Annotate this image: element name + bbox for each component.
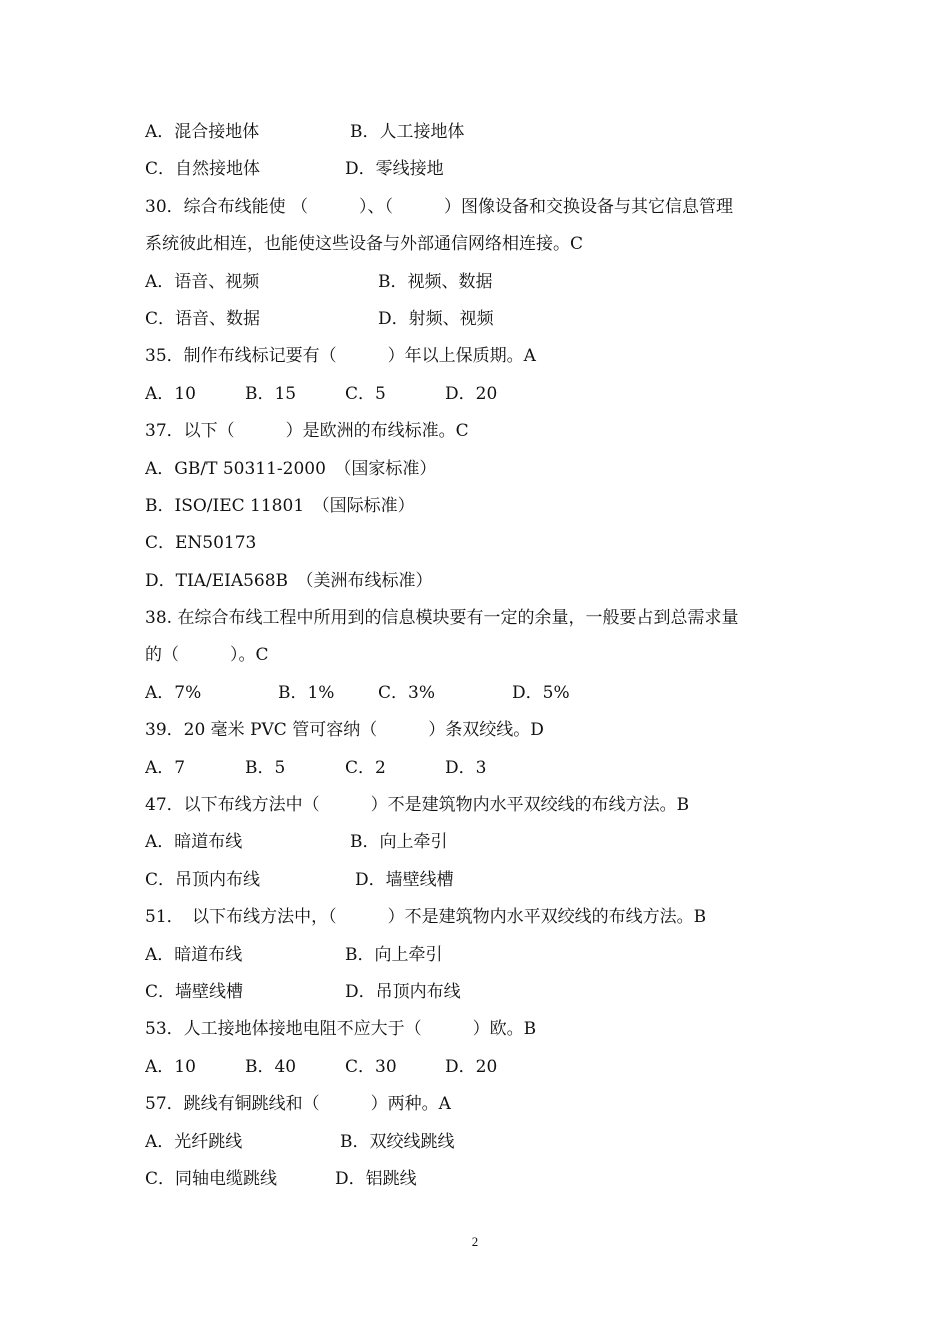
option-item: C．吊顶内布线	[145, 869, 261, 890]
options-row	[145, 151, 815, 188]
option-item: D．5%	[512, 682, 570, 703]
option-item: A．10	[145, 383, 196, 404]
option-item: C．5	[345, 383, 386, 404]
option-item: B．40	[245, 1056, 297, 1077]
option-item: D．3	[445, 757, 487, 778]
options-row	[145, 264, 815, 301]
option-item: A．7	[145, 757, 186, 778]
page-number: 2	[471, 1234, 479, 1249]
option-item: C．2	[345, 757, 386, 778]
option-item: C．同轴电缆跳线	[145, 1168, 278, 1189]
text-line: 37．以下（ ）是欧洲的布线标准。C	[145, 421, 469, 442]
text-line: A．GB/T 50311-2000 （国家标准）	[145, 458, 437, 479]
option-item: C．语音、数据	[145, 308, 261, 329]
options-row	[145, 1049, 815, 1086]
option-item: B．1%	[278, 682, 335, 703]
option-item: C．3%	[378, 682, 435, 703]
option-item: A．混合接地体	[145, 122, 260, 142]
text-line: 系统彼此相连，也能使这些设备与外部通信网络相连接。C	[145, 234, 584, 255]
option-item: C．自然接地体	[145, 159, 261, 180]
options-row	[145, 675, 815, 712]
question-list	[145, 114, 815, 1198]
text-line: 39．20 毫米 PVC 管可容纳（ ）条双绞线。D	[145, 720, 544, 741]
option-item: D．射频、视频	[378, 308, 494, 329]
option-item: A．7%	[145, 682, 202, 703]
text-line: B．ISO/IEC 11801 （国际标准）	[145, 495, 415, 516]
options-row	[145, 1124, 815, 1161]
option-item: A．语音、视频	[145, 271, 260, 292]
option-item: B．视频、数据	[378, 271, 493, 292]
option-item: B．向上牵引	[345, 944, 443, 965]
text-line: 51． 以下布线方法中，（ ）不是建筑物内水平双绞线的布线方法。B	[145, 907, 707, 928]
option-item: A．10	[145, 1056, 196, 1077]
text-line: 30．综合布线能使 （ ）、（ ）图像设备和交换设备与其它信息管理	[145, 196, 734, 217]
option-item: D．铝跳线	[335, 1168, 417, 1189]
option-item: D．20	[445, 383, 498, 404]
option-item: D．20	[445, 1056, 498, 1077]
text-line: 的（ ）。C	[145, 645, 269, 666]
text-line: C．EN50173	[145, 533, 257, 554]
options-row	[145, 376, 815, 413]
option-item: A．光纤跳线	[145, 1131, 243, 1152]
option-item: D．吊顶内布线	[345, 981, 461, 1002]
options-row	[145, 114, 815, 151]
option-item: A．暗道布线	[145, 944, 243, 965]
option-item: B．5	[245, 757, 286, 778]
options-row	[145, 974, 815, 1011]
options-row	[145, 301, 815, 338]
options-row	[145, 824, 815, 861]
text-line: 57．跳线有铜跳线和（ ）两种。A	[145, 1094, 451, 1115]
option-item: B．人工接地体	[350, 122, 465, 142]
options-row	[145, 862, 815, 899]
text-line: 47．以下布线方法中（ ）不是建筑物内水平双绞线的布线方法。B	[145, 795, 690, 816]
option-item: A．暗道布线	[145, 832, 243, 853]
text-line: 38. 在综合布线工程中所用到的信息模块要有一定的余量，一般要占到总需求量	[145, 608, 739, 629]
option-item: C．墙壁线槽	[145, 981, 244, 1002]
options-row	[145, 1161, 815, 1198]
option-item: D．零线接地	[345, 159, 444, 180]
option-item: B．向上牵引	[350, 832, 448, 853]
options-row	[145, 937, 815, 974]
option-item: B．15	[245, 383, 297, 404]
options-row	[145, 750, 815, 787]
text-line: 53．人工接地体接地电阻不应大于（ ）欧。B	[145, 1019, 537, 1040]
option-item: D．墙壁线槽	[355, 869, 454, 890]
text-line: 35．制作布线标记要有（ ）年以上保质期。A	[145, 346, 536, 367]
option-item: B．双绞线跳线	[340, 1131, 455, 1152]
option-item: C．30	[345, 1056, 397, 1077]
text-line: D．TIA/EIA568B （美洲布线标准）	[145, 570, 433, 591]
